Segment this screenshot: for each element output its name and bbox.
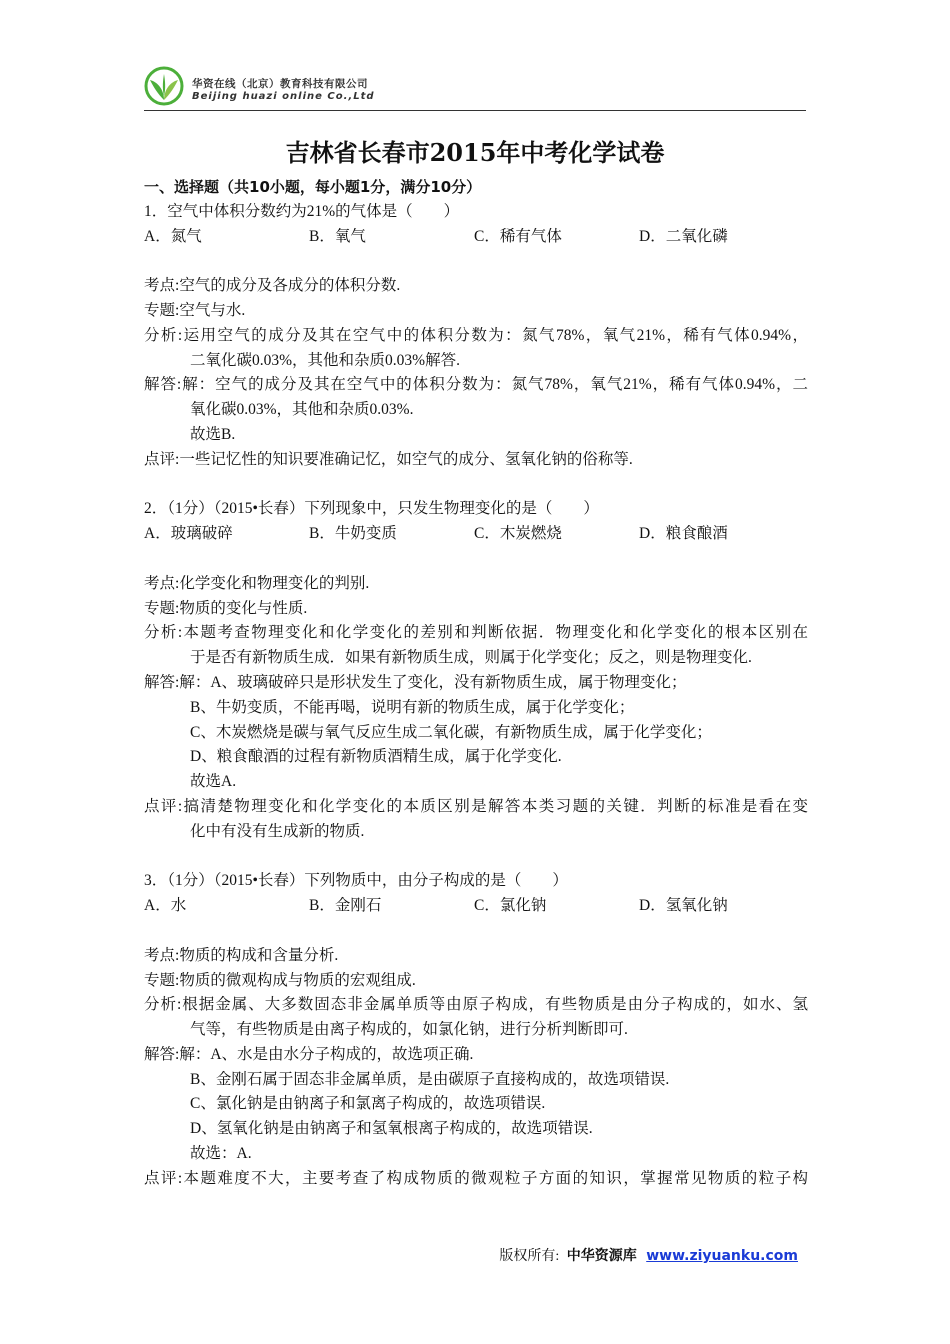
option-c: C．稀有气体	[474, 227, 562, 245]
jieda-text: 解：A、玻璃破碎只是形状发生了变化，没有新物质生成，属于物理变化；	[179, 673, 687, 691]
label-fenxi: 分析:	[144, 996, 182, 1014]
company-name-en: Beijing huazi online Co.,Ltd	[192, 91, 375, 102]
footer-brand: 中华资源库	[566, 1248, 637, 1264]
question-1-options	[144, 225, 808, 250]
option-d: D．二氧化磷	[639, 227, 728, 245]
question-3-options	[144, 894, 808, 919]
question-3-stem: 3．（1分）（2015•长春）下列物质中，由分子构成的是（ ）	[144, 872, 568, 890]
q2-dianping	[144, 795, 808, 820]
option-b: B．金刚石	[309, 897, 382, 915]
q3-fenxi	[144, 993, 808, 1018]
q3-jieda-c: C、氯化钠是由钠离子和氯离子构成的，故选项错误.	[190, 1095, 546, 1113]
zhuanti-text: 物质的微观构成与物质的宏观组成.	[179, 971, 416, 989]
option-d: D．粮食酿酒	[639, 525, 728, 543]
q1-answer: 故选B.	[190, 425, 236, 443]
q3-jieda-b: B、金刚石属于固态非金属单质，是由碳原子直接构成的，故选项错误.	[190, 1070, 670, 1088]
q1-kaodian	[144, 274, 808, 299]
label-kaodian: 考点:	[144, 574, 180, 592]
label-jieda: 解答:	[144, 673, 180, 691]
option-a: A．水	[144, 897, 187, 915]
kaodian-text: 空气的成分及各成分的体积分数.	[179, 277, 401, 295]
q2-jieda-b: B、牛奶变质，不能再喝，说明有新的物质生成，属于化学变化；	[190, 698, 635, 716]
label-zhuanti: 专题:	[144, 301, 180, 319]
label-kaodian: 考点:	[144, 277, 180, 295]
label-zhuanti: 专题:	[144, 599, 180, 617]
q3-answer: 故选：A.	[190, 1145, 252, 1163]
q2-jieda-d: D、粮食酿酒的过程有新物质酒精生成，属于化学变化.	[190, 748, 562, 766]
label-fenxi: 分析:	[144, 326, 183, 344]
label-jieda: 解答:	[144, 1045, 180, 1063]
q2-fenxi-cont: 于是否有新物质生成．如果有新物质生成，则属于化学变化；反之，则是物理变化.	[190, 649, 752, 667]
q3-zhuanti	[144, 969, 808, 994]
q1-fenxi	[144, 324, 808, 349]
q3-jieda-d: D、氢氧化钠是由钠离子和氢氧根离子构成的，故选项错误.	[190, 1120, 593, 1138]
label-kaodian: 考点:	[144, 946, 180, 964]
option-d: D．氢氧化钠	[639, 897, 728, 915]
q3-fenxi-cont: 气等，有些物质是由离子构成的，如氯化钠，进行分析判断即可.	[190, 1021, 628, 1039]
page-title: 吉林省长春市2015年中考化学试卷	[285, 138, 665, 167]
q3-dianping	[144, 1167, 808, 1192]
option-b: B．牛奶变质	[309, 525, 397, 543]
q3-kaodian	[144, 944, 808, 969]
question-1-stem: 1．空气中体积分数约为21%的气体是（ ）	[144, 202, 460, 220]
q3-jieda	[144, 1043, 808, 1068]
jieda-text: 解：A、水是由水分子构成的，故选项正确.	[179, 1045, 474, 1063]
label-dianping: 点评:	[144, 1169, 183, 1187]
q2-jieda-c: C、木炭燃烧是碳与氧气反应生成二氧化碳，有新物质生成，属于化学变化；	[190, 723, 712, 741]
dianping-text: 本题难度不大，主要考查了构成物质的微观粒子方面的知识，掌握常见物质的粒子构	[182, 1169, 808, 1187]
page-footer	[499, 1245, 798, 1265]
label-dianping: 点评:	[144, 450, 180, 468]
company-logo-icon	[144, 66, 188, 106]
q1-zhuanti	[144, 299, 808, 324]
footer-link[interactable]: www.ziyuanku.com	[646, 1248, 798, 1264]
dianping-text: 一些记忆性的知识要准确记忆，如空气的成分、氢氧化钠的俗称等.	[179, 450, 633, 468]
q2-fenxi	[144, 621, 808, 646]
copyright-label: 版权所有:	[499, 1249, 560, 1264]
fenxi-text: 运用空气的成分及其在空气中的体积分数为：氮气78%，氧气21%，稀有气体0.94%，	[182, 326, 808, 344]
zhuanti-text: 物质的变化与性质.	[179, 599, 308, 617]
question-2-options	[144, 522, 808, 547]
jieda-text: 解：空气的成分及其在空气中的体积分数为：氮气78%，氧气21%，稀有气体0.94%，二	[181, 376, 808, 394]
label-zhuanti: 专题:	[144, 971, 180, 989]
fenxi-text: 根据金属、大多数固态非金属单质等由原子构成，有些物质是由分子构成的，如水、氢	[181, 996, 808, 1014]
kaodian-text: 化学变化和物理变化的判别.	[179, 574, 370, 592]
q2-answer: 故选A.	[190, 773, 237, 791]
label-dianping: 点评:	[144, 797, 183, 815]
option-c: C．木炭燃烧	[474, 525, 562, 543]
option-a: A．氮气	[144, 227, 202, 245]
q1-jieda-cont: 氧化碳0.03%，其他和杂质0.03%.	[190, 401, 414, 419]
question-2-stem: 2．（1分）（2015•长春）下列现象中，只发生物理变化的是（ ）	[144, 500, 599, 518]
q2-kaodian	[144, 572, 808, 597]
fenxi-text: 本题考查物理变化和化学变化的差别和判断依据．物理变化和化学变化的根本区别在	[182, 624, 808, 642]
q2-dianping-cont: 化中有没有生成新的物质.	[190, 822, 365, 840]
label-jieda: 解答:	[144, 376, 182, 394]
option-c: C．氯化钠	[474, 897, 547, 915]
company-name-cn: 华资在线（北京）教育科技有限公司	[192, 78, 368, 90]
q2-zhuanti	[144, 597, 808, 622]
q1-fenxi-cont: 二氧化碳0.03%，其他和杂质0.03%解答.	[190, 351, 460, 369]
kaodian-text: 物质的构成和含量分析.	[179, 946, 339, 964]
q2-jieda	[144, 671, 808, 696]
option-b: B．氧气	[309, 227, 366, 245]
label-fenxi: 分析:	[144, 624, 183, 642]
zhuanti-text: 空气与水.	[179, 301, 246, 319]
q1-dianping	[144, 448, 808, 473]
q1-jieda	[144, 373, 808, 398]
section-heading: 一、选择题（共10小题，每小题1分，满分10分）	[144, 178, 482, 196]
option-a: A．玻璃破碎	[144, 525, 233, 543]
page-header	[144, 64, 806, 111]
document-body	[144, 175, 808, 1192]
dianping-text: 搞清楚物理变化和化学变化的本质区别是解答本类习题的关键．判断的标准是看在变	[182, 797, 808, 815]
